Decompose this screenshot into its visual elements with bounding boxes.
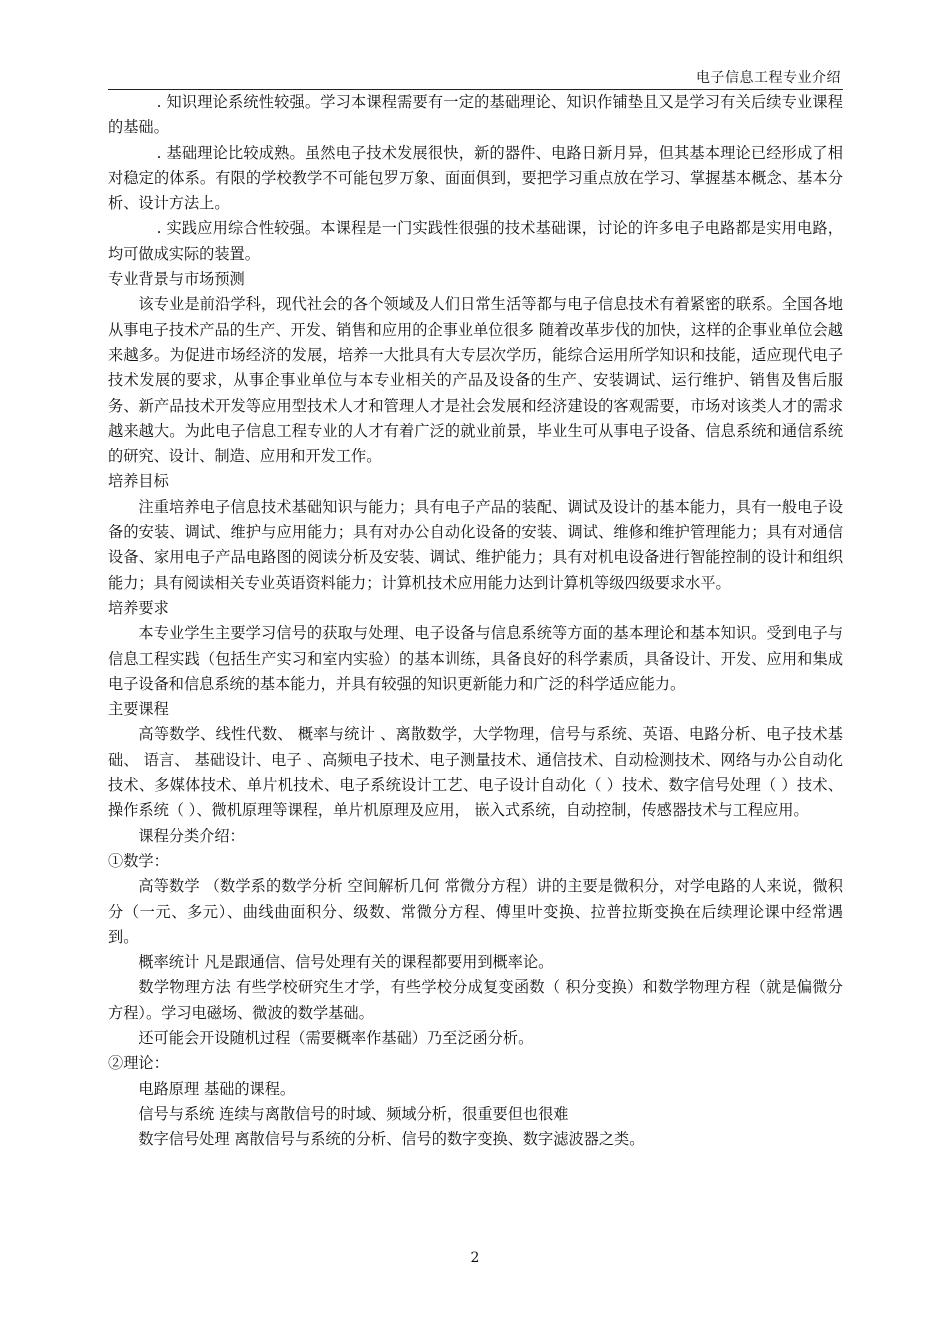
body-paragraph: 注重培养电子信息技术基础知识与能力；具有电子产品的装配、调试及设计的基本能力，具有一般电子设备的安装、调试、维护与应用能力；具有对办公自动化设备的安装、调试、维修和维护管理能力；具有对通信设备、家用电子产品电路图的阅读分析及安装、调试、维护能力；具有对机电设备进行智能控制的设计和组织能力；具有阅读相关专业英语资料能力；计算机技术应用能力达到计算机等级四级要求水平。 [108,497,843,592]
body-paragraph: 本专业学生主要学习信号的获取与处理、电子设备与信息系统等方面的基本理论和基本知识。受到电子与信息工程实践（包括生产实习和室内实验）的基本训练，具备良好的科学素质，具备设计、开发、应用和集成电子设备和信息系统的基本能力，并具有较强的知识更新能力和广泛的科学适应能力。 [108,624,843,693]
subsection-heading: ①数学： [108,851,169,870]
body-paragraph: 概率统计 凡是跟通信、信号处理有关的课程都要用到概率论。 [138,953,554,972]
body-paragraph: 高等数学 （数学系的数学分析 空间解析几何 常微分方程）讲的主要是微积分，对学电路的人来说，微积分（一元、多元）、曲线曲面积分、级数、常微分方程、傅里叶变换、拉普拉斯变换在后续理论课中经常遇到。 [108,877,843,946]
body-paragraph: 还可能会开设随机过程（需要概率作基础）乃至泛函分析。 [138,1028,534,1047]
header-title: 电子信息工程专业介绍 [696,70,841,86]
body-paragraph: 电路原理 基础的课程。 [138,1079,296,1098]
bullet-paragraph: . 实践应用综合性较强。本课程是一门实践性很强的技术基础课，讨论的许多电子电路都是实用电路，均可做成实际的装置。 [108,219,843,263]
subsection-heading: ②理论： [108,1054,169,1073]
body-paragraph: 该专业是前沿学科，现代社会的各个领域及人们日常生活等都与电子信息技术有着紧密的联系。全国各地从事电子技术产品的生产、开发、销售和应用的企事业单位很多 随着改革步伐的加快，这样的企事业单位会越来越多。为促进市场经济的发展，培养一大批具有大专层次学历，能综合运用所学知识和技能，适应现代电子技术发展的要求，从事企事业单位与本专业相关的产品及设备的生产、安装调试、运行维护、销售及售后服务、新产品技术开发等应用型技术人才和管理人才是社会发展和经济建设的客观需要，市场对该类人才的需求越来越大。为此电子信息工程专业的人才有着广泛的就业前景，毕业生可从事电子设备、信息系统和通信系统的研究、设计、制造、应用和开发工作。 [108,295,843,466]
section-heading: 培养目标 [108,472,169,491]
section-heading: 主要课程 [108,700,169,719]
body-paragraph: 数字信号处理 离散信号与系统的分析、信号的数字变换、数字滤波器之类。 [138,1130,645,1149]
bullet-paragraph: . 知识理论系统性较强。学习本课程需要有一定的基础理论、知识作铺垫且又是学习有关后续专业课程的基础。 [108,93,843,137]
bullet-paragraph: . 基础理论比较成熟。虽然电子技术发展很快，新的器件、电路日新月异，但其基本理论已经形成了相对稳定的体系。有限的学校教学不可能包罗万象、面面俱到，要把学习重点放在学习、掌握基本概念、基本分析、设计方法上。 [108,143,843,213]
page-header [108,62,843,90]
section-heading: 专业背景与市场预测 [108,270,245,289]
page-number: 2 [470,1250,480,1266]
body-paragraph: 数学物理方法 有些学校研究生才学，有些学校分成复变函数（ 积分变换）和数学物理方程（就是偏微分方程）。学习电磁场、微波的数学基础。 [108,978,843,1022]
section-heading: 培养要求 [108,598,169,617]
body-paragraph: 课程分类介绍： [138,826,245,845]
body-paragraph: 信号与系统 连续与离散信号的时域、频域分析，很重要但也很难 [138,1104,569,1123]
document-body [108,90,843,1152]
body-paragraph: 高等数学、线性代数、 概率与统计 、离散数学，大学物理，信号与系统、英语、电路分析、电子技术基础、 语言、 基础设计、电子 、高频电子技术、电子测量技术、通信技术、自动检测技术、网络与办公自动化技术、多媒体技术、单片机技术、电子系统设计工艺、电子设计自动化（ ）技术、数字信号处理（ ）技术、操作系统（ ）、微机原理等课程，单片机原理及应用， 嵌入式系统，自动控制，传感器技术与工程应用。 [108,725,843,820]
